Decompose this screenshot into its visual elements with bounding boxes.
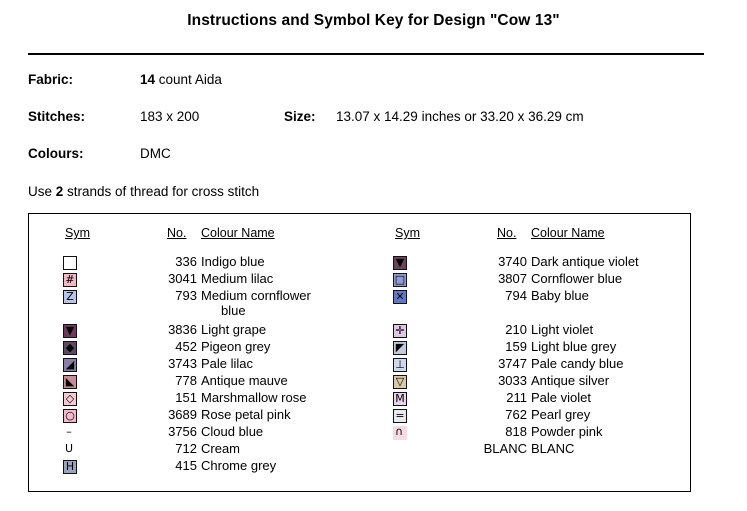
symbol-swatch-icon: ◇ [59, 390, 81, 406]
table-row[interactable] [29, 339, 359, 356]
table-row[interactable] [29, 424, 359, 441]
stitches-value: 183 x 200 [140, 109, 200, 124]
table-row[interactable] [29, 390, 359, 407]
thread-number: 712 [175, 441, 197, 456]
colour-name: Pigeon grey [201, 339, 271, 354]
thread-number: 415 [175, 458, 197, 473]
thread-number: 3756 [168, 424, 197, 439]
symbol-swatch-icon: ◆ [59, 339, 81, 355]
thread-number: 818 [505, 424, 527, 439]
colour-name: Pale lilac [201, 356, 254, 371]
strands-suffix: strands of thread for cross stitch [63, 184, 260, 199]
colour-name: Medium cornflower blue [201, 288, 311, 318]
colour-name: Antique mauve [201, 373, 288, 388]
strands-count: 2 [55, 184, 64, 199]
table-row[interactable] [359, 407, 689, 424]
table-row[interactable] [359, 356, 689, 373]
colour-name: Pearl grey [531, 407, 591, 422]
colours-value: DMC [140, 146, 171, 161]
thread-number: 793 [175, 288, 197, 303]
stitches-label: Stitches: [28, 109, 86, 124]
header-no-right: No. [497, 226, 517, 240]
size-value: 13.07 x 14.29 inches or 33.20 x 36.29 cm [336, 109, 584, 124]
symbol-swatch-icon: □ [394, 272, 406, 286]
fabric-count: 14 [140, 72, 156, 87]
table-row[interactable] [359, 254, 689, 271]
thread-number: 211 [506, 390, 527, 405]
symbol-swatch-icon: M [389, 390, 411, 406]
colour-name: Light blue grey [531, 339, 617, 354]
symbol-swatch-icon: ○ [59, 407, 81, 423]
thread-number: 3743 [168, 356, 197, 371]
symbol-swatch-icon: ⊥ [389, 356, 411, 372]
colour-name: Medium lilac [201, 271, 274, 286]
table-row[interactable] [29, 288, 359, 318]
table-row[interactable] [29, 356, 359, 373]
colour-name: Pale candy blue [531, 356, 624, 371]
symbol-swatch-icon: ◢ [59, 356, 81, 372]
symbol-swatch-icon: # [59, 271, 81, 287]
colour-name: Light grape [201, 322, 267, 337]
table-row[interactable] [29, 458, 359, 475]
colour-name: Rose petal pink [201, 407, 291, 422]
symbol-swatch-icon: ✕ [389, 288, 411, 304]
strands-instruction [28, 184, 259, 199]
table-row[interactable] [29, 407, 359, 424]
colour-name: Cloud blue [201, 424, 264, 439]
colour-name: Antique silver [531, 373, 610, 388]
symbol-swatch-icon: ▼ [59, 322, 81, 338]
thread-number: 159 [505, 339, 527, 354]
symbol-swatch-icon: ▽ [389, 373, 411, 389]
table-row[interactable] [359, 271, 689, 288]
symbol-swatch-icon: ▼ [389, 254, 411, 270]
colour-name: Dark antique violet [531, 254, 639, 269]
fabric-count-suffix: count Aida [155, 72, 222, 87]
thread-number: 794 [505, 288, 527, 303]
symbol-swatch-icon: U [59, 441, 81, 457]
symbol-swatch-icon: – [59, 424, 81, 440]
stitches-row [28, 109, 718, 146]
thread-number: 3807 [498, 271, 527, 286]
thread-number: BLANC [483, 441, 527, 456]
project-info [28, 72, 718, 183]
thread-number: 778 [175, 373, 197, 388]
colour-name: Marshmallow rose [201, 390, 307, 405]
thread-number: 762 [505, 407, 527, 422]
thread-number: 3689 [168, 407, 197, 422]
thread-number: 452 [175, 339, 197, 354]
colours-row [28, 146, 718, 183]
colour-name: Light violet [531, 322, 594, 337]
thread-number: 3033 [498, 373, 527, 388]
table-row[interactable] [29, 373, 359, 390]
header-sym-left: Sym [65, 226, 90, 240]
fabric-value [140, 72, 222, 87]
symbol-swatch-icon [59, 254, 81, 270]
table-row[interactable] [29, 441, 359, 458]
strands-prefix: Use [28, 184, 56, 199]
table-row[interactable] [359, 373, 689, 390]
table-row[interactable] [359, 424, 689, 441]
colour-name: Powder pink [531, 424, 603, 439]
symbol-swatch-icon: = [389, 407, 411, 423]
size-label: Size: [284, 109, 316, 124]
table-row[interactable] [359, 288, 689, 305]
thread-number: 3836 [168, 322, 197, 337]
colour-name: Cream [201, 441, 241, 456]
symbol-key-left-column [29, 214, 359, 491]
fabric-label: Fabric: [28, 72, 74, 87]
table-row[interactable] [29, 322, 359, 339]
colour-name: Chrome grey [201, 458, 277, 473]
symbol-swatch-icon: ◣ [59, 373, 81, 389]
colour-name: Cornflower blue [531, 271, 623, 286]
table-row[interactable] [359, 322, 689, 339]
header-sym-right: Sym [395, 226, 420, 240]
colour-name: Pale violet [531, 390, 591, 405]
thread-number: 151 [175, 390, 197, 405]
colour-name: Indigo blue [201, 254, 265, 269]
symbol-swatch-icon: H [59, 458, 81, 474]
header-name-right: Colour Name [531, 226, 605, 240]
header-divider [28, 53, 704, 55]
table-row[interactable] [359, 390, 689, 407]
symbol-swatch-icon: ∩ [389, 424, 411, 440]
page-title: Instructions and Symbol Key for Design "Cow 13" [187, 12, 560, 29]
fabric-row [28, 72, 718, 109]
symbol-key-box [28, 213, 691, 492]
thread-number: 3740 [498, 254, 527, 269]
thread-number: 336 [175, 254, 197, 269]
table-row[interactable] [29, 271, 359, 288]
thread-number: 3041 [168, 271, 197, 286]
table-row[interactable] [359, 339, 689, 356]
symbol-swatch-icon [389, 441, 411, 457]
symbol-swatch-icon: ✛ [389, 322, 411, 338]
symbol-key-right-column [359, 214, 689, 491]
thread-number: 3747 [498, 356, 527, 371]
symbol-swatch-icon: Z [59, 288, 81, 304]
table-row[interactable] [359, 441, 689, 458]
table-row[interactable] [29, 254, 359, 271]
colour-name: BLANC [531, 441, 575, 456]
header-name-left: Colour Name [201, 226, 275, 240]
colour-name: Baby blue [531, 288, 589, 303]
thread-number: 210 [505, 322, 527, 337]
header-no-left: No. [167, 226, 187, 240]
colours-label: Colours: [28, 146, 84, 161]
symbol-swatch-icon: ◤ [389, 339, 411, 355]
